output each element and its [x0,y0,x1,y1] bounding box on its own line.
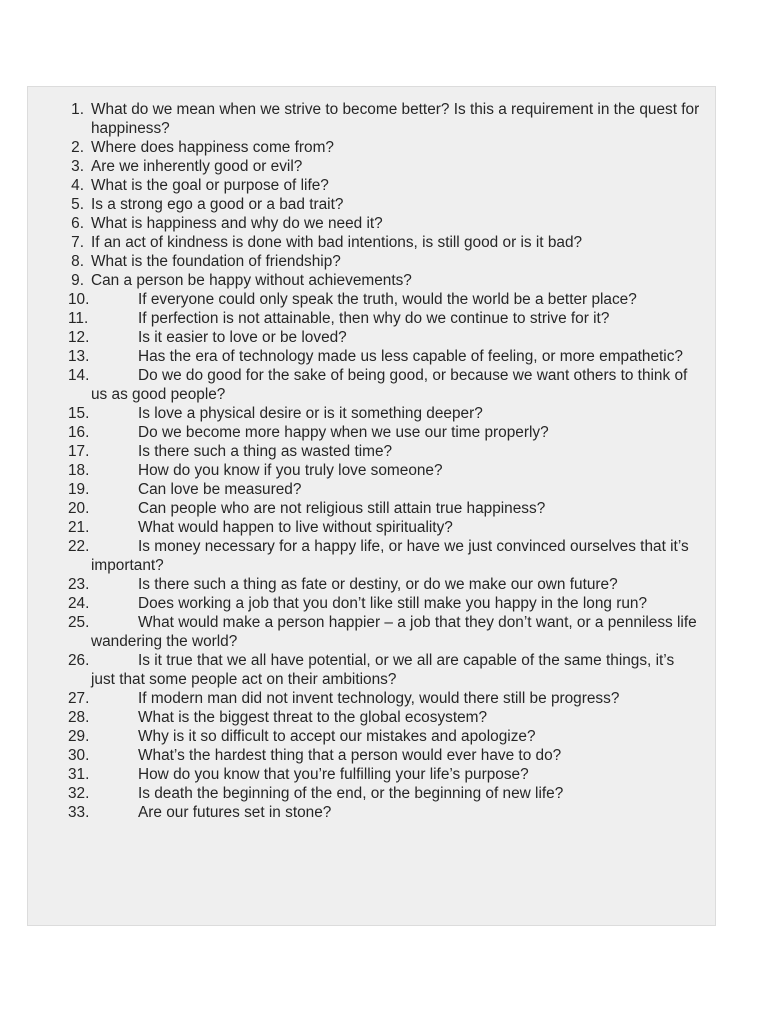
item-text: What is the foundation of friendship? [91,253,341,270]
item-number: 22. [68,538,90,555]
item-number: 31. [68,766,90,783]
item-number: 2. [71,139,84,156]
list-item [0,423,700,442]
list-item [0,157,700,176]
item-text: Is there such a thing as wasted time? [138,443,393,460]
item-text: What is the goal or purpose of life? [91,177,329,194]
item-number: 3. [71,158,84,175]
list-item [0,404,700,423]
item-number: 21. [68,519,90,536]
item-text: Is death the beginning of the end, or the beginning of new life? [138,785,564,802]
item-text: What would happen to live without spirituality? [138,519,453,536]
item-text: If everyone could only speak the truth, would the world be a better [138,291,588,308]
item-text: Is a strong ego a good or a bad trait? [91,196,344,213]
item-text: Has the era of technology made us less capable of feeling, or more [138,348,595,365]
list-item [0,347,700,366]
item-text-continued: ourselves that it’s important? [91,538,689,574]
item-number: 27. [68,690,90,707]
list-item [0,594,700,613]
list-item [0,366,700,404]
item-number: 7. [71,234,84,251]
question-list [0,100,700,822]
list-item [0,309,700,328]
item-text: What would make a person happier – a job that they don’t want, or a [138,614,604,631]
list-item [0,689,700,708]
item-text: Is it easier to love or be loved? [138,329,347,346]
item-number: 26. [68,652,90,669]
item-text: Where does happiness come from? [91,139,334,156]
item-text-continued: progress? [550,690,620,707]
item-text: How do you know that you’re fulfilling your life’s purpose? [138,766,529,783]
item-text: Is it true that we all have potential, or we all are capable of the same [138,652,602,669]
item-number: 25. [68,614,90,631]
item-number: 33. [68,804,90,821]
item-number: 30. [68,747,90,764]
list-item [0,803,700,822]
item-number: 1. [71,101,84,118]
list-item [0,575,700,594]
item-number: 4. [71,177,84,194]
item-number: 18. [68,462,90,479]
item-number: 6. [71,215,84,232]
list-item [0,290,700,309]
item-text: If perfection is not attainable, then why do we continue to strive for it? [138,310,610,327]
list-item [0,461,700,480]
list-item [0,613,700,651]
item-number: 23. [68,576,90,593]
item-number: 10. [68,291,90,308]
list-item [0,252,700,271]
item-text: How do you know if you truly love someone? [138,462,443,479]
list-item [0,746,700,765]
item-number: 12. [68,329,90,346]
list-item [0,518,700,537]
item-number: 29. [68,728,90,745]
item-number: 32. [68,785,90,802]
item-number: 16. [68,424,90,441]
item-text: Why is it so difficult to accept our mistakes and apologize? [138,728,536,745]
list-item [0,138,700,157]
item-text: Is love a physical desire or is it something deeper? [138,405,483,422]
item-number: 17. [68,443,90,460]
item-text: Do we do good for the sake of being good, or because we want [138,367,570,384]
item-text: Are we inherently good or evil? [91,158,303,175]
item-number: 14. [68,367,90,384]
list-item [0,727,700,746]
item-number: 28. [68,709,90,726]
list-item [0,784,700,803]
item-text: Is money necessary for a happy life, or have we just convinced [138,538,566,555]
item-text-continued: run? [616,595,648,612]
item-text: If modern man did not invent technology, would there still be [138,690,547,707]
item-text: Can love be measured? [138,481,302,498]
list-item [0,195,700,214]
item-text-continued: penniless life wandering the world? [91,614,697,650]
item-text: If an act of kindness is done with bad intentions, is still good or is it bad? [91,234,583,251]
item-text: Do we become more happy when we use our time properly? [138,424,549,441]
list-item [0,214,700,233]
list-item [0,765,700,784]
item-text: Can a person be happy without achievements? [91,272,412,289]
list-item [0,651,700,689]
item-text: Does working a job that you don’t like still make you happy in the long [138,595,612,612]
item-number: 8. [71,253,84,270]
item-text: What do we mean when we strive to become better? Is this a requirement in the quest for happiness? [91,101,700,137]
item-number: 5. [71,196,84,213]
item-text-continued: empathetic? [599,348,683,365]
item-number: 24. [68,595,90,612]
list-item [0,708,700,727]
item-text-continued: others to think of us as good people? [91,367,688,403]
list-item [0,271,700,290]
item-text: Can people who are not religious still attain true happiness? [138,500,546,517]
item-text: What’s the hardest thing that a person would ever have to do? [138,747,562,764]
item-text: Is there such a thing as fate or destiny, or do we make our own [138,576,566,593]
item-text-continued: future? [569,576,618,593]
list-item [0,233,700,252]
item-number: 20. [68,500,90,517]
item-text-continued: things, it’s just that some people act on their ambitions? [91,652,675,688]
item-number: 13. [68,348,90,365]
list-item [0,442,700,461]
list-item [0,499,700,518]
item-text: What is happiness and why do we need it? [91,215,383,232]
item-number: 9. [71,272,84,289]
list-item [0,328,700,347]
item-text-continued: place? [591,291,637,308]
item-number: 19. [68,481,90,498]
item-number: 11. [68,310,89,327]
item-text: What is the biggest threat to the global ecosystem? [138,709,488,726]
list-item [0,537,700,575]
list-item [0,176,700,195]
item-text: Are our futures set in stone? [138,804,332,821]
list-item [0,100,700,138]
list-item [0,480,700,499]
item-number: 15. [68,405,90,422]
